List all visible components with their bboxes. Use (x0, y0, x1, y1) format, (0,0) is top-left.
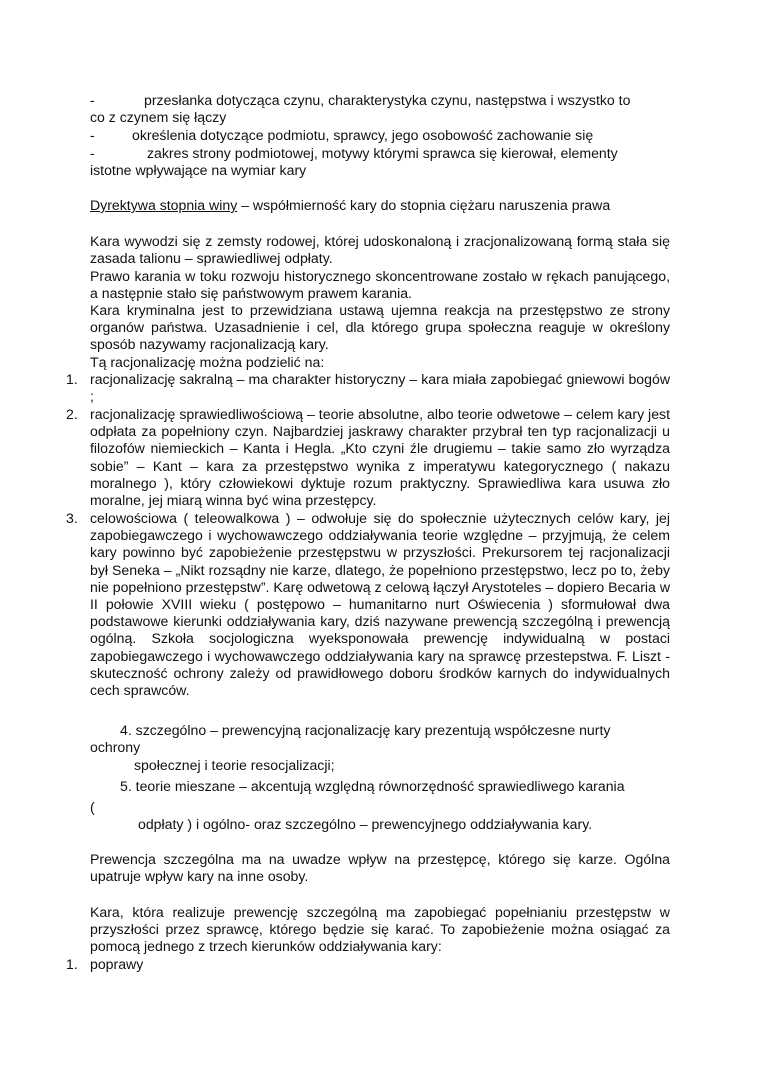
dash-marker: - (90, 92, 95, 108)
item4-line: ochrony (90, 739, 141, 755)
paragraph: Prawo karania w toku rozwoju historycznego skoncentrowane zostało w rękach panującego, a następnie stało się państwowym prawem karania. (90, 268, 670, 302)
item4-line: 4. szczególno – prewencyjną racjonalizację kary prezentują współczesne nurty (120, 722, 611, 738)
list-number: 1. (66, 371, 78, 387)
list-number: 3. (66, 510, 78, 526)
paragraph: Prewencja szczególna ma na uwadze wpływ na przestępcę, którego się karze. Ogólna upatruje wpływ kary na inne osoby. (90, 851, 670, 885)
list-number: 1. (66, 956, 78, 972)
list-text: racjonalizację sakralną – ma charakter historyczny – kara miała zapobiegać gniewowi bogów ; (90, 371, 670, 405)
paragraph: Kara, która realizuje prewencję szczególną ma zapobiegać popełnianiu przestępstw w przyszłości przez sprawcę, którego będzie się karać. To zapobieżenie można osiągać za pomocą jednego z trzech kierunków oddziaływania kary: (90, 904, 670, 955)
directive-heading (90, 197, 670, 214)
paragraph: Tą racjonalizację można podzielić na: (90, 354, 325, 370)
paragraph: Kara kryminalna jest to przewidziana ustawą ujemna reakcja na przestępstwo ze strony organów państwa. Uzasadnienie i cel, dla którego grupa społeczna reaguje w określony sposób nazywamy racjonalizacją kary. (90, 302, 670, 353)
list-text: poprawy (90, 956, 144, 972)
item4-line: społecznej i teorie resocjalizacji; (134, 757, 335, 773)
list-text: celowościowa ( teleowalkowa ) – odwołuje się do społecznie użytecznych celów kary, jej zapobiegawczego i wychowawczego oddziaływania teorie względne – przyjmują, że celem kary powinno być zapobieżenie przestępstwu w przyszłości. Prekursorem tej racjonalizacji był Seneka – „Nikt rozsądny nie karze, dlatego, że popełniono przestępstwo, lecz po to, żeby nie popełniono przestępstw”. Karę odwetową z celową łączył Arystoteles – dopiero Becaria w II połowie XVIII wieku ( postępowo – humanitarno nurt Oświecenia ) sformułował dwa podstawowe kierunki oddziaływania kary, dziś nazywane prewencją szczególną i prewencją ogólną. Szkoła socjologiczna wyeksponowała prewencję indywidualną w postaci zapobiegawczego i wychowawczego oddziaływania kary na sprawcę przestepstwa. F. Liszt - skuteczność ochrony zależy od prawidłowego doboru środków karnych do indywidualnych cech sprawców. (90, 510, 670, 699)
paragraph: Kara wywodzi się z zemsty rodowej, której udoskonaloną i zracjonalizowaną formą stała się zasada talionu – sprawiedliwej odpłaty. (90, 233, 670, 267)
dash-text-line: przesłanka dotycząca czynu, charakterystyka czynu, następstwa i wszystko to (144, 92, 631, 108)
dash-marker: - (90, 145, 95, 161)
dash-text-line: istotne wpływające na wymiar kary (90, 162, 307, 178)
item5-line: ( (90, 799, 95, 815)
dash-text-line: zakres strony podmiotowej, motywy którymi sprawca się kierował, elementy (147, 145, 618, 161)
dash-text-line: określenia dotyczące podmiotu, sprawcy, jego osobowość zachowanie się (132, 127, 594, 143)
list-item (66, 956, 670, 973)
directive-term: Dyrektywa stopnia winy (90, 197, 238, 213)
item5-line: 5. teorie mieszane – akcentują względną równorzędność sprawiedliwego karania (120, 778, 625, 794)
list-text: racjonalizację sprawiedliwościową – teorie absolutne, albo teorie odwetowe – celem kary jest odpłata za popełniony czyn. Najbardziej jaskrawy charakter przybrał ten typ racjonalizacji u filozofów niemieckich – Kanta i Hegla. „Kto czyni źle drugiemu – takie samo zło wyrządza sobie” – Kant – kara za przestępstwo wynika z imperatywu kategorycznego ( nakazu moralnego ), który człowiekowi dyktuje rozum praktyczny. Sprawiedliwa kara usuwa zło moralne, jej miarą winna być wina przestępcy. (90, 406, 670, 509)
list-number: 2. (66, 406, 78, 422)
dash-marker: - (90, 127, 95, 143)
dash-text-line: co z czynem się łączy (90, 109, 227, 125)
list-item (66, 371, 670, 405)
list-item (66, 510, 670, 699)
list-item (66, 406, 670, 509)
item5-line: odpłaty ) i ogólno- oraz szczególno – prewencyjnego oddziaływania kary. (138, 816, 593, 832)
directive-description: – współmierność kary do stopnia ciężaru naruszenia prawa (237, 197, 611, 213)
